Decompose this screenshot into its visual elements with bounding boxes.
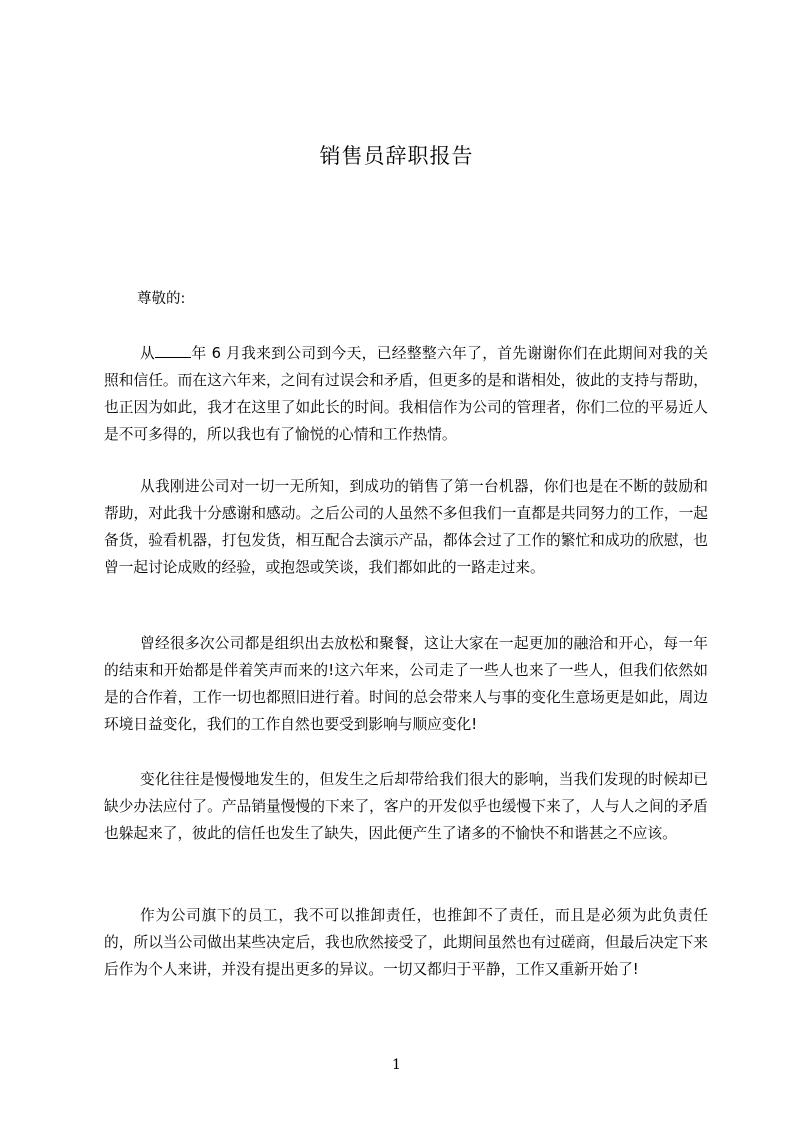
page-number: 1 (392, 1057, 401, 1073)
paragraph-2: 从我刚进公司对一切一无所知，到成功的销售了第一台机器，你们也是在不断的鼓励和帮助，对此我十分感谢和感动。之后公司的人虽然不多但我们一直都是共同努力的工作，一起备货，验看机器，打包发货，相互配合去演示产品，都体会过了工作的繁忙和成功的欣慰，也曾一起讨论成败的经验，或抱怨或笑谈，我们都如此的一路走过来。 (104, 478, 708, 576)
paragraph-1-prefix: 从 (140, 345, 156, 362)
paragraph-5: 作为公司旗下的员工，我不可以推卸责任，也推卸不了责任，而且是必须为此负责任的，所以当公司做出某些决定后，我也欣然接受了，此期间虽然也有过磋商，但最后决定下来后作为个人来讲，并没有提出更多的异议。一切又都归于平静，工作又重新开始了! (104, 907, 708, 978)
paragraph-4: 变化往往是慢慢地发生的，但发生之后却带给我们很大的影响，当我们发现的时候却已缺少办法应付了。产品销量慢慢的下来了，客户的开发似乎也缓慢下来了，人与人之间的矛盾也躲起来了，彼此的信任也发生了缺失，因此便产生了诸多的不愉快不和谐甚之不应该。 (104, 771, 708, 842)
paragraph-3: 曾经很多次公司都是组织出去放松和聚餐，这让大家在一起更加的融洽和开心，每一年的结束和开始都是伴着笑声而来的!这六年来，公司走了一些人也来了一些人，但我们依然如是的合作着，工作一切也都照旧进行着。时间的总会带来人与事的变化生意场更是如此，周边环境日益变化，我们的工作自然也要受到影响与顺应变化! (104, 635, 708, 733)
document-title: 销售员辞职报告 (319, 144, 474, 168)
year-blank-field (155, 343, 191, 358)
paragraph-1-text: 年 6 月我来到公司到今天，已经整整六年了，首先谢谢你们在此期间对我的关照和信任。而在这六年来，之间有过误会和矛盾，但更多的是和谐相处，彼此的支持与帮助，也正因为如此，我才在这里了如此长的时间。我相信作为公司的管理者，你们二位的平易近人是不可多得的，所以我也有了愉悦的心情和工作热情。 (104, 345, 708, 443)
paragraph-1 (104, 340, 708, 448)
greeting-line: 尊敬的: (137, 291, 186, 307)
